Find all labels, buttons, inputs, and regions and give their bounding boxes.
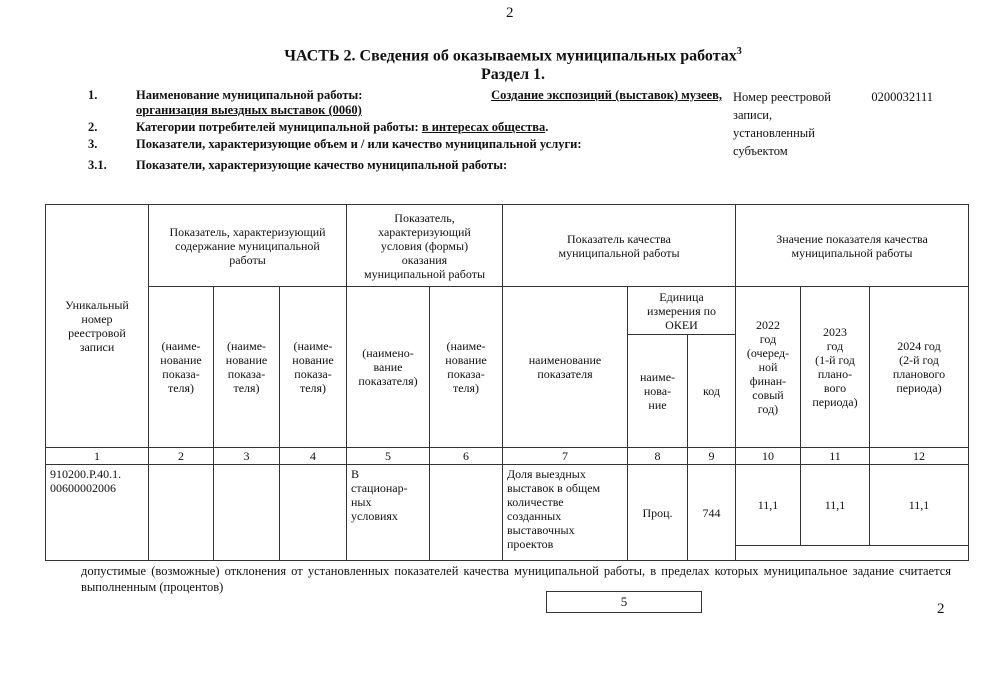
col-number-5: 5 xyxy=(346,447,430,465)
item-1-value-part2: организация выездных выставок (0060) xyxy=(136,103,362,117)
row-value-2024: 11,1 xyxy=(869,464,969,546)
registry-label-line3: установленный xyxy=(733,126,815,140)
header-quality-indicator: Показатель качества муниципальной работы xyxy=(502,204,736,287)
row-value-bottom xyxy=(735,545,969,561)
row-unit-code: 744 xyxy=(687,464,736,561)
header-col-8: наиме- нова- ние xyxy=(627,334,688,448)
item-3-1-label: Показатели, характеризующие качество муниципальной работы: xyxy=(136,158,508,172)
item-2-label: Категории потребителей муниципальной работы: xyxy=(136,120,419,134)
page-number-top: 2 xyxy=(506,5,514,21)
header-col-7: наименование показателя xyxy=(502,286,628,448)
row-value-2022: 11,1 xyxy=(735,464,801,546)
header-conditions-indicator: Показатель, характеризующий условия (формы) оказания муниципальной работы xyxy=(346,204,503,287)
row-cell-6 xyxy=(429,464,503,561)
col-number-3: 3 xyxy=(213,447,280,465)
header-col-5: (наимено- вание показателя) xyxy=(346,286,430,448)
page-number-bottom: 2 xyxy=(937,601,945,617)
row-cell-2 xyxy=(148,464,214,561)
item-1-value-part1: Создание экспозиций (выставок) музеев, xyxy=(491,88,722,102)
col-number-1: 1 xyxy=(45,447,149,465)
row-unit-name: Проц. xyxy=(627,464,688,561)
item-3-number: 3. xyxy=(88,137,98,151)
header-col-3: (наиме- нование показа- теля) xyxy=(213,286,280,448)
item-1-label: Наименование муниципальной работы: xyxy=(136,88,363,102)
header-col-6: (наиме- нование показа- теля) xyxy=(429,286,503,448)
col-number-8: 8 xyxy=(627,447,688,465)
col-number-7: 7 xyxy=(502,447,628,465)
registry-value: 0200032111 xyxy=(871,90,933,104)
item-3-label: Показатели, характеризующие объем и / или качество муниципальной услуги: xyxy=(136,137,582,151)
col-number-2: 2 xyxy=(148,447,214,465)
col-number-9: 9 xyxy=(687,447,736,465)
header-col-12: 2024 год (2-й год планового периода) xyxy=(869,286,969,448)
col-number-4: 4 xyxy=(279,447,347,465)
title-text: ЧАСТЬ 2. Сведения об оказываемых муниципальных работах xyxy=(284,47,737,65)
header-unique-number: Уникальный номер реестровой записи xyxy=(45,204,149,448)
row-indicator-name: Доля выездных выставок в общем количестве созданных выставочных проектов xyxy=(502,464,628,561)
col-number-12: 12 xyxy=(869,447,969,465)
registry-label-line2: записи, xyxy=(733,108,773,122)
row-conditions: В стационар- ных условиях xyxy=(346,464,430,561)
registry-label-line4: субъектом xyxy=(733,144,788,158)
item-2-value: в интересах общества xyxy=(421,120,546,134)
item-2-end: . xyxy=(545,120,549,134)
col-number-10: 10 xyxy=(735,447,801,465)
row-value-2023: 11,1 xyxy=(800,464,870,546)
header-col-11: 2023 год (1-й год плано- вого периода) xyxy=(800,286,870,448)
row-cell-3 xyxy=(213,464,280,561)
col-number-11: 11 xyxy=(800,447,870,465)
registry-label: Номер реестровой xyxy=(733,90,831,104)
header-col-10: 2022 год (очеред- ной финан- совый год) xyxy=(735,286,801,448)
item-1-number: 1. xyxy=(88,88,98,102)
item-3-1-number: 3.1. xyxy=(88,158,107,172)
header-col-4: (наиме- нование показа- теля) xyxy=(279,286,347,448)
section-title: Раздел 1. xyxy=(480,66,546,83)
header-unit-okei: Единица измерения по ОКЕИ xyxy=(627,286,736,335)
deviation-footnote: допустимые (возможные) отклонения от установленных показателей качества муниципальной работы, в пределах которых муниципальное задание считается выполненным (процентов) xyxy=(81,564,951,594)
header-content-indicator: Показатель, характеризующий содержание муниципальной работы xyxy=(148,204,347,287)
deviation-value-box: 5 xyxy=(546,591,702,613)
row-cell-4 xyxy=(279,464,347,561)
title-footnote-mark: 3 xyxy=(736,46,742,57)
row-unique-number: 910200.Р.40.1. 00600002006 xyxy=(45,464,149,561)
header-col-2: (наиме- нование показа- теля) xyxy=(148,286,214,448)
header-value-indicator: Значение показателя качества муниципальной работы xyxy=(735,204,969,287)
col-number-6: 6 xyxy=(429,447,503,465)
header-col-9: код xyxy=(687,334,736,448)
item-2-number: 2. xyxy=(88,120,98,134)
